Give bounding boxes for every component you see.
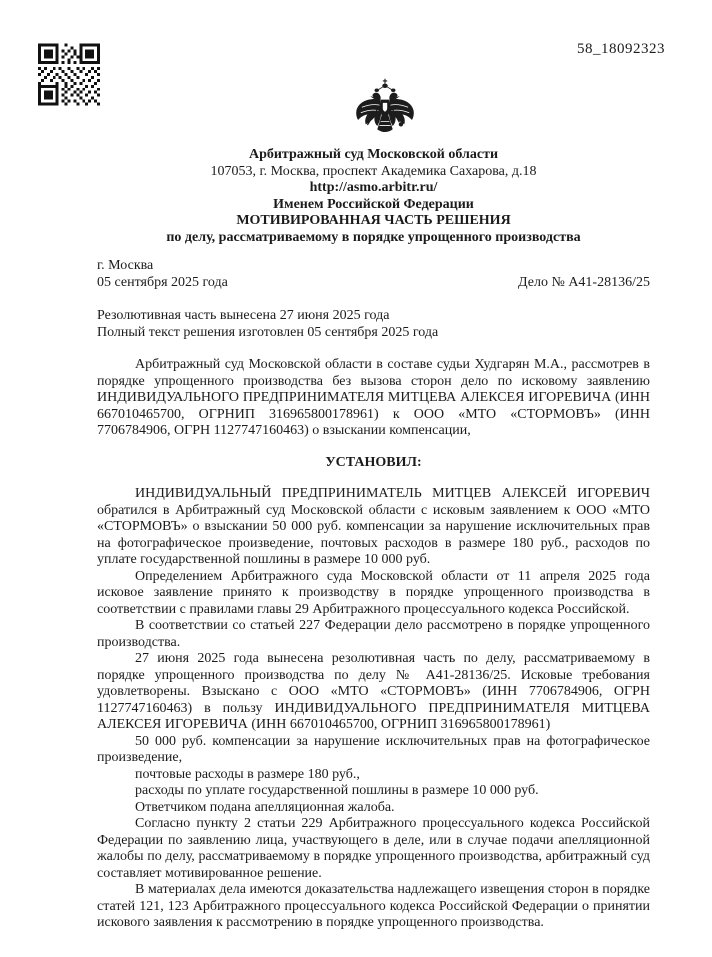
qr-code-icon [38,43,100,106]
document-title: МОТИВИРОВАННАЯ ЧАСТЬ РЕШЕНИЯ [236,213,511,228]
body-paragraph: В материалах дела имеются доказательства надлежащего извещения сторон в порядке статей 121, 123 Арбитражного процессуального кодекса Российской Федерации о принятии искового заявления к рассмотрению в порядке упрощенного производства. [97,882,650,930]
case-info [97,258,650,291]
in-the-name-line: Именем Российской Федерации [273,196,474,212]
ustanovil-heading: УСТАНОВИЛ: [325,454,422,470]
city-line: г. Москва [97,258,154,273]
document-number: 58_18092323 [577,41,665,57]
decision-body [97,357,650,932]
timing-info [97,308,650,341]
resolutive-part-line: Резолютивная часть вынесена 27 июня 2025 года [97,308,390,323]
court-name: Арбитражный суд Московской области [248,147,499,162]
body-paragraph: ИНДИВИДУАЛЬНЫЙ ПРЕДПРИНИМАТЕЛЬ МИТЦЕВ АЛЕКСЕЙ ИГОРЕВИЧ обратился в Арбитражный суд Московской области с исковым заявлением к ООО «МТО «СТОРМОВЪ» о взыскании 50 000 руб. компенсации за нарушение исключительных прав на фотографическое произведение, почтовых расходов в размере 180 руб., расходов по уплате государственной пошлины в размере 10 000 руб. [97,486,650,567]
court-header [97,147,650,246]
body-paragraph: расходы по уплате государственной пошлины в размере 10 000 руб. [135,783,539,798]
body-paragraph: В соответствии со статьей 227 Федерации дело рассмотрено в порядке упрощенного производства. [97,618,650,650]
body-paragraph: Ответчиком подана апелляционная жалоба. [135,799,395,815]
case-number: Дело № А41-28136/25 [518,274,650,290]
body-paragraph: Согласно пункту 2 статьи 229 Арбитражного процессуального кодекса Российской Федерации по заявлению лица, участвующего в деле, или в случае подачи апелляционной жалобы по делу, рассматриваемому в порядке упрощенного производства, арбитражный суд составляет мотивированное решение. [97,816,650,881]
body-paragraph: почтовые расходы в размере 180 руб., [135,766,360,782]
document-content [97,0,650,932]
full-text-line: Полный текст решения изготовлен 05 сентября 2025 года [97,324,439,340]
court-website: http://asmo.arbitr.ru/ [309,180,438,195]
body-paragraph: Определением Арбитражного суда Московской области от 11 апреля 2025 года исковое заявление принято к производству в порядке упрощенного производства в соответствии с правилами главы 29 Арбитражного процессуального кодекса Российской. [97,568,650,617]
court-address: 107053, г. Москва, проспект Академика Сахарова, д.18 [210,163,537,179]
body-paragraph: 50 000 руб. компенсации за нарушение исключительных прав на фотографическое произведение, [97,733,650,765]
intro-paragraph: Арбитражный суд Московской области в составе судьи Худгарян М.А., рассмотрев в порядке упрощенного производства без вызова сторон дело по исковому заявлению ИНДИВИДУАЛЬНОГО ПРЕДПРИНИМАТЕЛЯ МИТЦЕВА АЛЕКСЕЯ ИГОРЕВИЧА (ИНН 667010465700, ОГРНИП 316965800178961) к ООО «МТО «СТОРМОВЪ» (ИНН 7706784906, ОГРН 1127747160463) о взыскании компенсации, [97,357,650,438]
document-subtitle: по делу, рассматриваемому в порядке упрощенного производства [166,229,581,245]
decision-date: 05 сентября 2025 года [97,274,228,290]
body-paragraph: 27 июня 2025 года вынесена резолютивная часть по делу, рассматриваемому в порядке упрощенного производства по делу № А41-28136/25. Исковые требования удовлетворены. Взыскано с ООО «МТО «СТОРМОВЪ» (ИНН 7706784906, ОГРН 1127747160463) в пользу ИНДИВИДУАЛЬНОГО ПРЕДПРИНИМАТЕЛЯ МИТЦЕВА АЛЕКСЕЯ ИГОРЕВИЧА (ИНН 667010465700, ОГРНИП 316965800178961) [97,651,650,732]
